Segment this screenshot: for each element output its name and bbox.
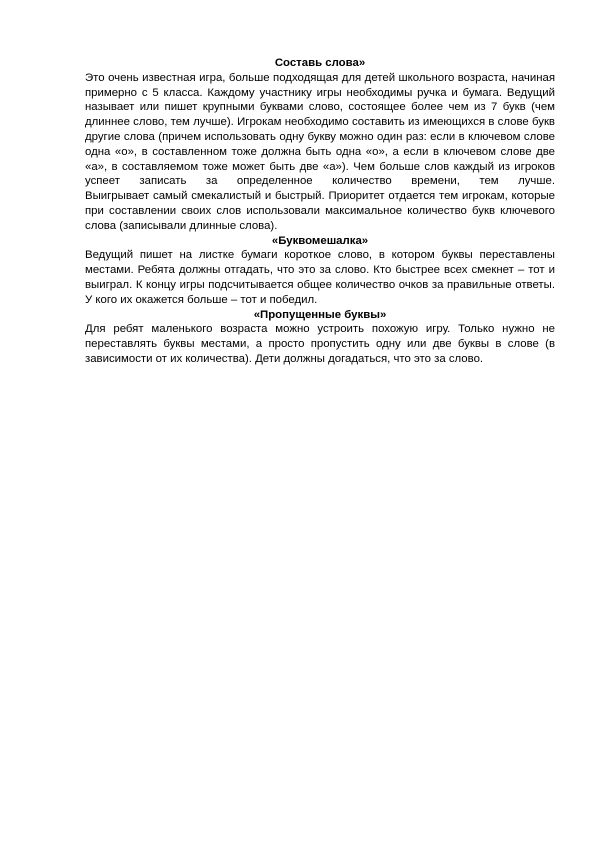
- section-title-propushchennye-bukvy: «Пропущенные буквы»: [253, 308, 387, 321]
- paragraph-propushchennye-bukvy: Для ребят маленького возраста можно устроить похожую игру. Только нужно не переставлять буквы местами, а просто пропустить одну или две буквы в слове (в зависимости от их количества). Дети должны догадаться, что это за слово.: [85, 323, 555, 365]
- paragraph-sostav-slova-winner: Выигрывает самый смекалистый и быстрый. Приоритет отдается тем игрокам, которые при составлении своих слов использовали максимальное количество букв ключевого слова (записывали длинные слова).: [85, 190, 555, 232]
- section-title-bukvomeshalka: «Буквомешалка»: [271, 234, 369, 247]
- section-title-sostav-slova: Составь слова»: [274, 57, 366, 69]
- paragraph-bukvomeshalka: Ведущий пишет на листке бумаги короткое слово, в котором буквы переставлены местами. Ребята должны отгадать, что это за слово. Кто быстрее всех смекнет – тот и выиграл. К концу игры подсчитывается общее количество очков за правильные ответы. У кого их окажется больше – тот и победил.: [85, 249, 555, 306]
- document-page: [85, 56, 555, 367]
- paragraph-sostav-slova-rules: Это очень известная игра, больше подходящая для детей школьного возраста, начиная примерно с 5 класса. Каждому участнику игры необходимы ручка и бумага. Ведущий называет или пишет крупными буквами слово, состоящее более чем из 7 букв (чем длиннее слово, тем лучше). Игрокам необходимо составить из имеющихся в слове букв другие слова (причем использовать одну букву можно один раз: если в ключевом слове одна «о», в составленном тоже должна быть одна «о», а если в ключевом слове две «а», в составляемом тоже может быть две «а»). Чем больше слов каждый из игроков успеет записать за определенное количество времени, тем лучше.: [85, 71, 555, 188]
